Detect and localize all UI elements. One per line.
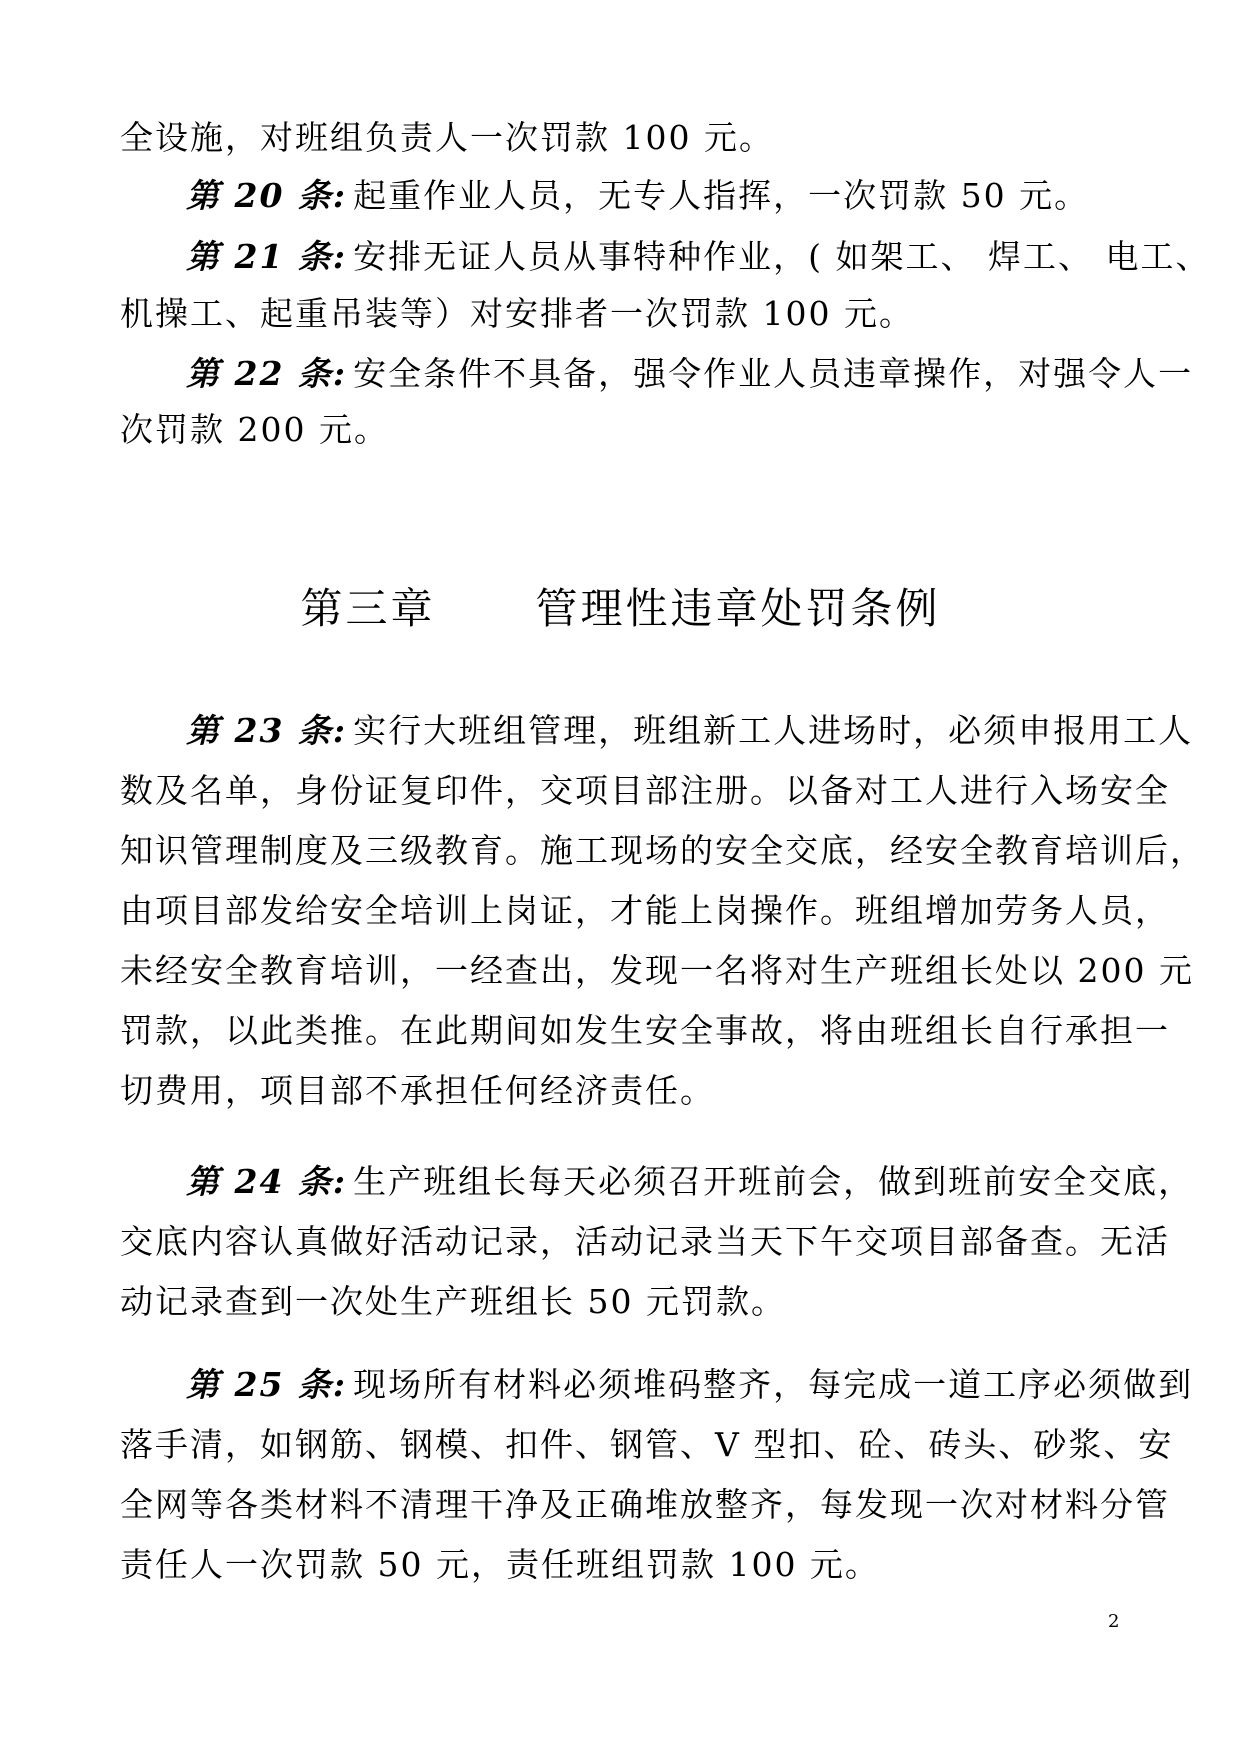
paragraph-line: 责任人一次罚款 50 元，责任班组罚款 100 元。 [120, 1545, 880, 1584]
paragraph-line: 动记录查到一次处生产班组长 50 元罚款。 [120, 1282, 786, 1321]
article-21 [186, 237, 1211, 277]
article-25 [186, 1365, 1194, 1405]
article-label: 第 20 条: [186, 176, 348, 215]
article-20 [186, 176, 1130, 216]
article-text: 现场所有材料必须堆码整齐，每完成一道工序必须做到 [353, 1365, 1194, 1404]
article-label: 第 24 条: [186, 1162, 348, 1201]
article-text: 生产班组长每天必须召开班前会，做到班前安全交底， [353, 1162, 1194, 1201]
article-text: 安排无证人员从事特种作业，( 如架工、 焊工、 电工、 [353, 237, 1211, 276]
paragraph-line: 落手清，如钢筋、钢模、扣件、钢管、V 型扣、砼、砖头、砂浆、安 [120, 1425, 1174, 1464]
paragraph-line: 知识管理制度及三级教育。施工现场的安全交底，经安全教育培训后， [120, 831, 1205, 870]
article-text: 安全条件不具备，强令作业人员违章操作，对强令人一 [353, 354, 1194, 393]
article-23 [186, 711, 1194, 751]
paragraph-line: 全设施，对班组负责人一次罚款 100 元。 [120, 118, 774, 157]
paragraph-line: 数及名单，身份证复印件，交项目部注册。以备对工人进行入场安全 [120, 771, 1170, 810]
paragraph-line: 罚款，以此类推。在此期间如发生安全事故，将由班组长自行承担一 [120, 1011, 1170, 1050]
article-label: 第 23 条: [186, 711, 348, 750]
chapter-title: 管理性违章处罚条例 [535, 584, 941, 633]
article-label: 第 22 条: [186, 354, 348, 393]
paragraph-line: 次罚款 200 元。 [120, 410, 389, 449]
paragraph-line: 机操工、起重吊装等）对安排者一次罚款 100 元。 [120, 294, 914, 333]
paragraph-line: 由项目部发给安全培训上岗证，才能上岗操作。班组增加劳务人员， [120, 891, 1170, 930]
page-number: 2 [1108, 1611, 1120, 1632]
article-text: 起重作业人员，无专人指挥，一次罚款 50 元。 [353, 176, 1090, 215]
paragraph-line: 切费用，项目部不承担任何经济责任。 [120, 1071, 715, 1110]
chapter-heading [0, 582, 1241, 636]
paragraph-line: 全网等各类材料不清理干净及正确堆放整齐，每发现一次对材料分管 [120, 1485, 1170, 1524]
paragraph-line: 未经安全教育培训，一经查出，发现一名将对生产班组长处以 200 元 [120, 951, 1194, 990]
article-label: 第 25 条: [186, 1365, 348, 1404]
paragraph-line: 交底内容认真做好活动记录，活动记录当天下午交项目部备查。无活 [120, 1222, 1170, 1261]
chapter-number: 第三章 [300, 584, 436, 633]
article-24 [186, 1162, 1194, 1202]
article-text: 实行大班组管理，班组新工人进场时，必须申报用工人 [353, 711, 1194, 750]
article-22 [186, 354, 1194, 394]
article-label: 第 21 条: [186, 237, 348, 276]
